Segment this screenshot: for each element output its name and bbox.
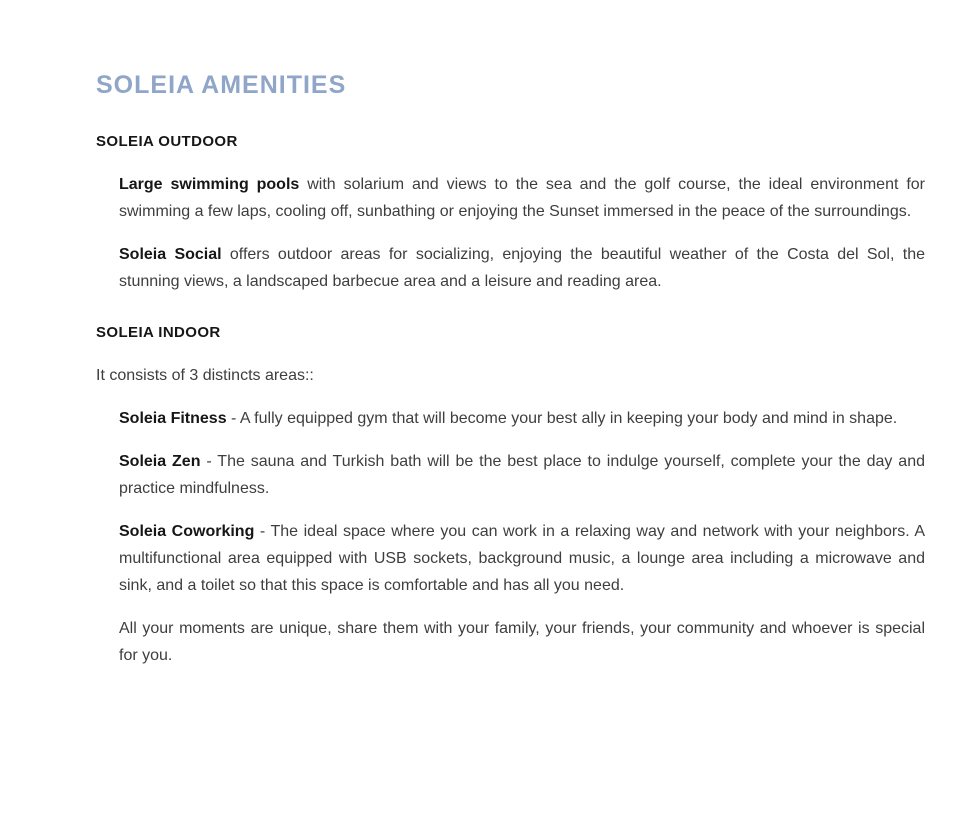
section-indoor: [96, 323, 925, 669]
paragraph-text-soleia-coworking: - The ideal space where you can work in a relaxing way and network with your neighbors. A multifunctional area equipped with USB sockets, background music, a lounge area including a microwave and sink, and a toilet so that this space is comfortable and has all you need.: [119, 523, 926, 594]
paragraph-soleia-coworking: [119, 518, 925, 599]
paragraph-text-soleia-zen: - The sauna and Turkish bath will be the best place to indulge yourself, complete your the day and practice mindfulness.: [119, 453, 926, 497]
paragraph-soleia-social: [119, 241, 925, 295]
paragraph-lead-soleia-zen: Soleia Zen: [119, 453, 201, 470]
paragraph-indoor-intro: It consists of 3 distincts areas::: [96, 367, 314, 384]
paragraph-lead-soleia-fitness: Soleia Fitness: [119, 410, 227, 427]
paragraph-swimming-pools: [119, 171, 925, 225]
paragraph-soleia-fitness: [119, 405, 925, 432]
paragraph-closing: All your moments are unique, share them with your family, your friends, your community and whoever is special for you.: [119, 620, 925, 664]
paragraph-text-soleia-social: offers outdoor areas for socializing, enjoying the beautiful weather of the Costa del Sol, the stunning views, a landscaped barbecue area and a leisure and reading area.: [119, 246, 925, 290]
paragraph-soleia-zen: [119, 448, 925, 502]
page-title: SOLEIA AMENITIES: [96, 71, 347, 99]
paragraph-lead-soleia-coworking: Soleia Coworking: [119, 523, 255, 540]
paragraph-lead-soleia-social: Soleia Social: [119, 246, 222, 263]
section-heading-indoor: SOLEIA INDOOR: [96, 324, 221, 341]
paragraph-text-swimming-pools: with solarium and views to the sea and the golf course, the ideal environment for swimming a few laps, cooling off, sunbathing or enjoying the Sunset immersed in the peace of the surroundings.: [119, 176, 926, 220]
paragraph-text-soleia-fitness: - A fully equipped gym that will become your best ally in keeping your body and mind in shape.: [226, 410, 898, 427]
section-heading-outdoor: SOLEIA OUTDOOR: [96, 133, 238, 150]
section-outdoor: [96, 132, 925, 295]
paragraph-lead-swimming-pools: Large swimming pools: [119, 176, 300, 193]
